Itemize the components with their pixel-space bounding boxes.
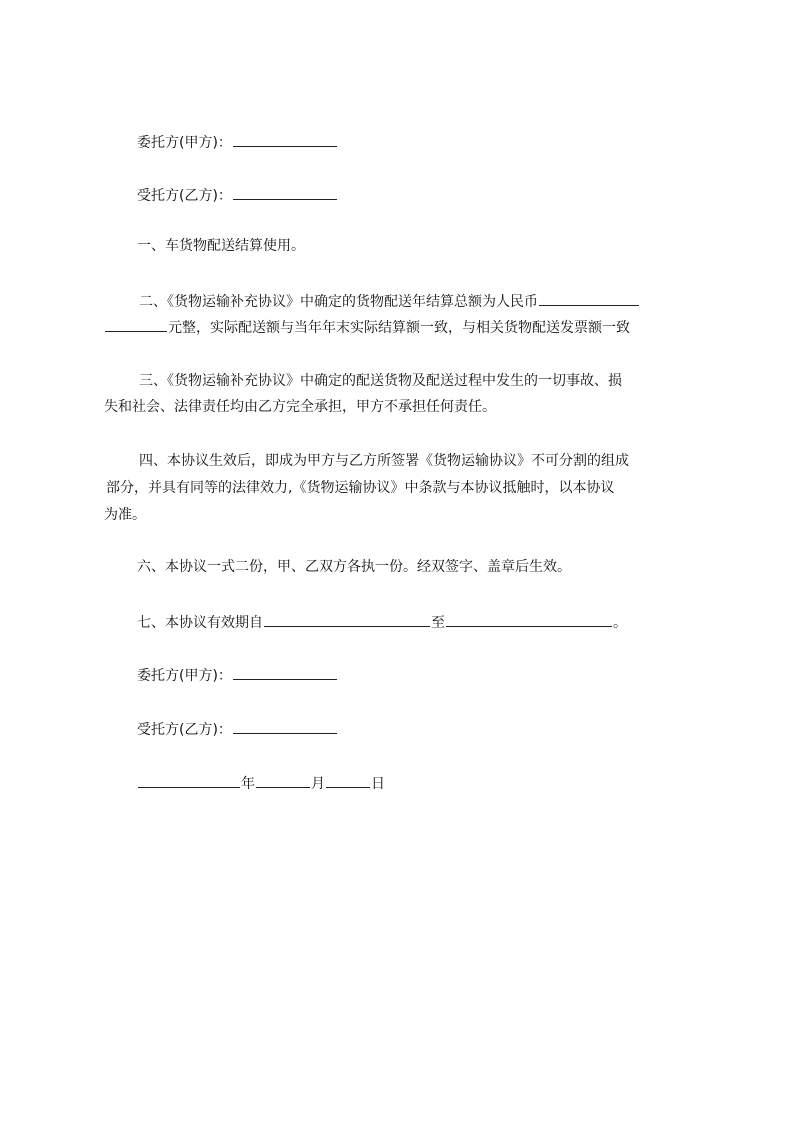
signature-date [137,772,385,792]
month-blank[interactable] [256,772,310,788]
clause-2-suffix: 元整，实际配送额与当年年末实际结算额一致，与相关货物配送发票额一致 [168,320,630,336]
year-blank[interactable] [138,772,240,788]
clause-4-line-3: 为准。 [104,507,146,523]
party-a-signature [137,664,338,684]
clause-4-line-2: 部分，并具有同等的法律效力,《货物运输协议》中条款与本协议抵触时，以本协议 [106,480,615,496]
signature-party-a-blank[interactable] [233,664,337,680]
party-a-label: 委托方(甲方)： [137,135,232,151]
clause-4-line-1: 四、本协议生效后，即成为甲方与乙方所签署《货物运输协议》不可分割的组成 [139,453,629,469]
year-label: 年 [241,776,255,792]
clause-2-line-1 [139,290,640,310]
clause-2-text: 二、《货物运输补充协议》中确定的货物配送年结算总额为人民币 [139,294,538,310]
party-a-blank[interactable] [233,131,337,147]
clause-6: 六、本协议一式二份，甲、乙双方各执一份。经双签字、盖章后生效。 [137,559,571,575]
clause-7-prefix: 七、本协议有效期自 [137,615,263,631]
end-date-blank[interactable] [446,611,612,627]
amount-blank-1[interactable] [539,290,639,306]
clause-3-line-2: 失和社会、法律责任均由乙方完全承担，甲方不承担任何责任。 [104,399,496,415]
clause-7-mid: 至 [431,615,445,631]
amount-blank-2[interactable] [105,316,167,332]
clause-3-line-1: 三、《货物运输补充协议》中确定的配送货物及配送过程中发生的一切事故、损 [139,373,622,389]
start-date-blank[interactable] [264,611,430,627]
day-blank[interactable] [326,772,370,788]
party-b-signature [137,718,338,738]
day-label: 日 [371,776,385,792]
signature-party-a-label: 委托方(甲方)： [137,668,232,684]
clause-1: 一、车货物配送结算使用。 [137,238,305,254]
party-b-blank[interactable] [233,184,337,200]
party-b-label: 受托方(乙方)： [137,188,232,204]
clause-2-line-2 [104,316,630,336]
party-a-header [137,131,338,151]
signature-party-b-blank[interactable] [233,718,337,734]
clause-7-end: 。 [613,615,627,631]
month-label: 月 [311,776,325,792]
signature-party-b-label: 受托方(乙方)： [137,722,232,738]
clause-7 [137,611,627,631]
party-b-header [137,184,338,204]
